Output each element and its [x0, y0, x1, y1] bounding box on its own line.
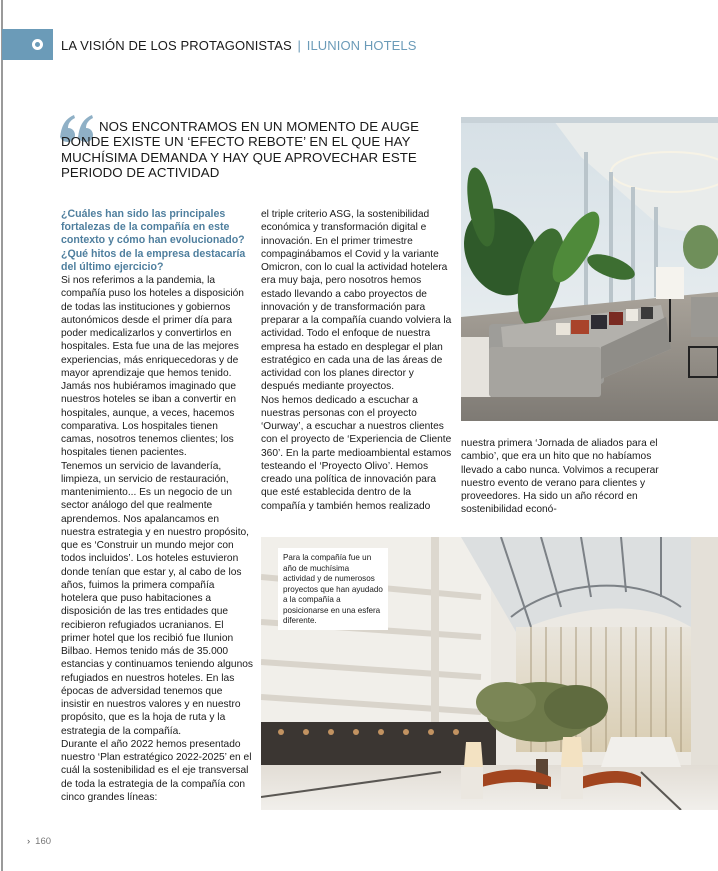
circle-bullet-icon [32, 39, 43, 50]
lounge-photo [461, 117, 718, 421]
paragraph: Si nos referimos a la pandemia, la compañía puso los hoteles a disposición de todas las instituciones y gobiernos autonómicos desde el primer día para poder medicalizarlos y convertirlos en hospitales. Esta fue una de las mejores experiencias, más enriquecedoras y de mayor aprendizaje que hemos tenido. Jamás nos hubiéramos imaginado que nuestros hoteles se iban a convertir en hospitales, aunque, a veces, hacemos comparativa. Los hospitales tienen camas, nosotros tenemos clientes; los hospitales tienen pacientes. [61, 275, 244, 459]
section-title-separator: | [297, 38, 302, 53]
pull-quote: NOS ENCONTRAMOS EN UN MOMENTO DE AUGE DONDE EXISTE UN ‘EFECTO REBOTE’ EN EL QUE HAY MUCHÍSIMA DEMANDA Y HAY QUE APROVECHAR ESTE PERIODO DE ACTIVIDAD [61, 119, 420, 180]
paragraph: Tenemos un servicio de lavandería, limpieza, un servicio de restauración, mantenimiento... Es un negocio de un sector análogo del que realmente aprendemos. Nos apalancamos en nuestra estrategia y en nuestro propósito, que es ‘Construir un mundo mejor con todos incluidos’. Los hoteles estuvieron donde tenían que estar y, al cabo de los años, fuimos la primera compañía hotelera que puso habitaciones a disposición de las tres entidades que recibieron refugiados ucranianos. El primer hotel que los recibió fue Ilunion Bilbao. Hemos tenido más de 35.000 estancias y continuamos teniendo algunos refugiados en nuestros hoteles. En las épocas de adversidad tenemos que insistir en nuestros valores y en nuestro propósito, que es la hoja de ruta y la estrategia de la compañía. [61, 460, 253, 737]
section-tab [2, 29, 53, 60]
photo-caption: Para la compañía fue un año de muchísima actividad y de numerosos proyectos que han ayudado a la compañía a posicionarse en una esfera diferente. [278, 548, 388, 630]
paragraph: Nos hemos dedicado a escuchar a nuestras personas con el proyecto ‘Ourway’, a escuchar a nuestros clientes con el proyecto de ‘Experiencia de Cliente 360’. En la parte medioambiental estamos testeando el ‘Proyecto Olivo’. Hemos creado una política de innovación para que esté establecida dentro de la compañía y también hemos realizado [261, 394, 452, 512]
paragraph: Durante el año 2022 hemos presentado nuestro ‘Plan estratégico 2022-2025’ en el cuál la sostenibilidad es el eje transversal de toda la estrategia de la compañía con cinco grandes líneas: [61, 738, 252, 803]
article-column-3 [461, 437, 666, 517]
page-number: 160 [35, 836, 52, 847]
section-title [61, 38, 417, 53]
page-folio [27, 836, 51, 847]
chevron-right-icon: › [27, 836, 31, 847]
article-column-1 [61, 208, 253, 804]
section-title-sub: ILUNION HOTELS [306, 38, 417, 53]
paragraph: nuestra primera ‘Jornada de aliados para el cambio’, que era un hito que no habíamos llevado a cabo nunca. Volvimos a recuperar nuestro evento de verano para clientes y proveedores. Ha sido un año récord en sostenibilidad econó- [461, 438, 659, 516]
section-title-main: LA VISIÓN DE LOS PROTAGONISTAS [61, 38, 292, 53]
interview-question: ¿Cuáles han sido las principales fortalezas de la compañía en este contexto y cómo han evolucionado? ¿Qué hitos de la empresa destacaría del último ejercicio? [61, 208, 246, 273]
paragraph: el triple criterio ASG, la sostenibilidad económica y transformación digital e innovación. En el primer trimestre compaginábamos el Covid y la variante Omicron, con lo cual la actividad hotelera era muy baja, pero nosotros hemos estado llevando a cabo proyectos de innovación y de transformación para preparar a la compañía cuando volviera la actividad. Todo el enfoque de nuestra empresa ha estado en desplegar el plan estratégico en cada una de las áreas de actividad con los planes director y después mediante proyectos. [261, 209, 452, 393]
article-column-2 [261, 208, 453, 513]
page-edge-rule [1, 0, 3, 871]
